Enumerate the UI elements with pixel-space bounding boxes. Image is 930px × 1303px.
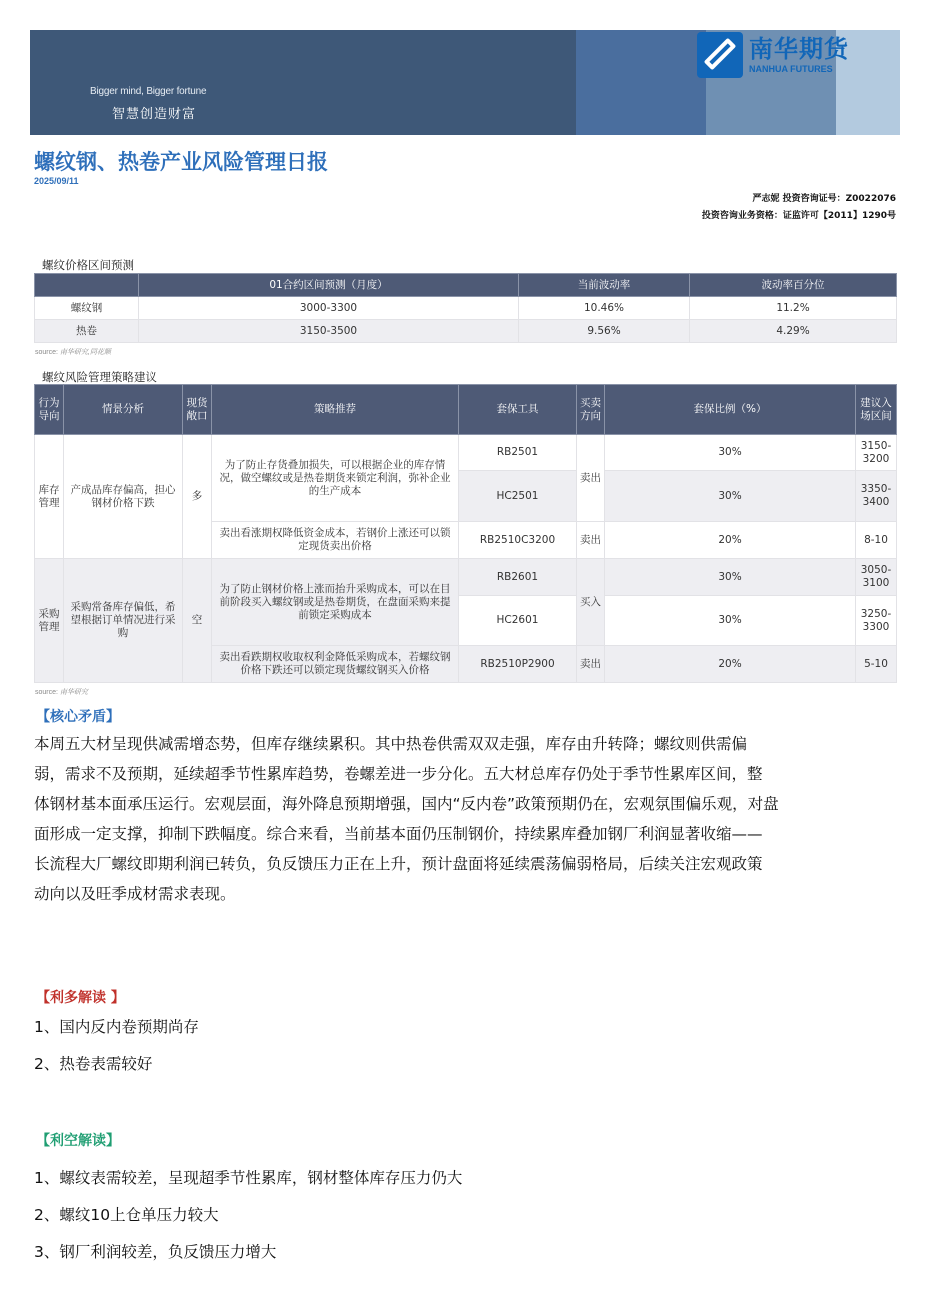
ratio-cell: 30%: [605, 559, 856, 596]
strategy-cell: 为了防止钢材价格上涨而抬升采购成本，可以在目前阶段买入螺纹钢或是热卷期货，在盘面采购来提前锁定采购成本: [212, 559, 459, 646]
strategy-table-label: 螺纹风险管理策略建议: [42, 370, 157, 384]
ratio-cell: 30%: [605, 596, 856, 646]
exposure-cell: 空: [183, 559, 212, 683]
direction-cell: 买入: [577, 559, 605, 646]
slogan-chinese: 智慧创造财富: [112, 107, 197, 122]
strategy-header-6: 套保比例（%）: [605, 385, 856, 435]
price-header-3: 波动率百分位: [690, 274, 897, 297]
table-cell: 9.56%: [519, 320, 690, 343]
range-cell: 8-10: [856, 522, 897, 559]
core-line: 面形成一定支撑，抑制下跌幅度。综合来看，当前基本面仍压制钢价，持续累库叠加钢厂利润显著收缩——: [34, 825, 763, 843]
core-line: 本周五大材呈现供减需增态势，但库存继续累积。其中热卷供需双双走强，库存由升转降；螺纹则供需偏: [34, 735, 748, 753]
bullish-item: 1、国内反内卷预期尚存: [34, 1018, 199, 1036]
bearish-item: 3、钢厂利润较差，负反馈压力增大: [34, 1243, 277, 1261]
core-line: 长流程大厂螺纹即期利润已转负，负反馈压力正在上升，预计盘面将延续震荡偏弱格局，后续关注宏观政策: [34, 855, 763, 873]
tool-cell: RB2510C3200: [459, 522, 577, 559]
tool-cell: HC2601: [459, 596, 577, 646]
banner-mid-segment: [576, 30, 706, 135]
nanhua-logo-icon: [697, 32, 743, 78]
bullish-item: 2、热卷表需较好: [34, 1055, 153, 1073]
bearish-item: 1、螺纹表需较差，呈现超季节性累库，钢材整体库存压力仍大: [34, 1169, 463, 1187]
orientation-cell: 采购管理: [35, 559, 64, 683]
price-header-1: 01合约区间预测（月度）: [139, 274, 519, 297]
company-logo: [697, 32, 849, 78]
direction-cell: 卖出: [577, 646, 605, 683]
core-line: 体钢材基本面承压运行。宏观层面，海外降息预期增强，国内“反内卷”政策预期仍在，宏观氛围偏乐观，对盘: [34, 795, 779, 813]
scenario-cell: 产成品库存偏高，担心钢材价格下跌: [64, 435, 183, 559]
exposure-cell: 多: [183, 435, 212, 559]
banner-dark-segment: [30, 30, 576, 135]
table-row: [35, 297, 897, 320]
ratio-cell: 30%: [605, 471, 856, 522]
table-cell: 11.2%: [690, 297, 897, 320]
report-title: 螺纹钢、热卷产业风险管理日报: [34, 150, 328, 174]
table-cell: 螺纹钢: [35, 297, 139, 320]
core-line: 弱，需求不及预期，延续超季节性累库趋势，卷螺差进一步分化。五大材总库存仍处于季节性累库区间，整: [34, 765, 763, 783]
strategy-cell: 卖出看跌期权收取权利金降低采购成本，若螺纹钢价格下跌还可以锁定现货螺纹钢买入价格: [212, 646, 459, 683]
range-cell: 5-10: [856, 646, 897, 683]
strategy-header-4: 套保工具: [459, 385, 577, 435]
strategy-cell: 为了防止存货叠加损失，可以根据企业的库存情况，做空螺纹或是热卷期货来锁定利润，弥补企业的生产成本: [212, 435, 459, 522]
strategy-cell: 卖出看涨期权降低资金成本，若钢价上涨还可以锁定现货卖出价格: [212, 522, 459, 559]
bullish-heading: 【利多解读 】: [36, 990, 125, 1006]
range-cell: 3250-3300: [856, 596, 897, 646]
scenario-cell: 采购常备库存偏低，希望根据订单情况进行采购: [64, 559, 183, 683]
table-cell: 3150-3500: [139, 320, 519, 343]
price-table-source: source: 南华研究,同花顺: [35, 349, 111, 356]
report-date: 2025/09/11: [34, 176, 79, 186]
strategy-header-3: 策略推荐: [212, 385, 459, 435]
license-info: 投资咨询业务资格：证监许可【2011】1290号: [701, 211, 896, 221]
table-row: [35, 559, 897, 596]
strategy-header-2: 现货敞口: [183, 385, 212, 435]
table-cell: 10.46%: [519, 297, 690, 320]
range-cell: 3050-3100: [856, 559, 897, 596]
core-heading: 【核心矛盾】: [36, 709, 120, 725]
ratio-cell: 20%: [605, 522, 856, 559]
table-row: [35, 320, 897, 343]
direction-cell: 卖出: [577, 435, 605, 522]
table-row: [35, 435, 897, 471]
tool-cell: RB2510P2900: [459, 646, 577, 683]
price-table-label: 螺纹价格区间预测: [42, 258, 134, 272]
ratio-cell: 30%: [605, 435, 856, 471]
tool-cell: RB2501: [459, 435, 577, 471]
ratio-cell: 20%: [605, 646, 856, 683]
bearish-heading: 【利空解读】: [36, 1133, 120, 1149]
tool-cell: HC2501: [459, 471, 577, 522]
core-line: 动向以及旺季成材需求表现。: [34, 885, 236, 903]
strategy-header-1: 情景分析: [64, 385, 183, 435]
slogan-english: Bigger mind, Bigger fortune: [90, 86, 207, 97]
range-cell: 3150-3200: [856, 435, 897, 471]
orientation-cell: 库存管理: [35, 435, 64, 559]
price-header-0: [35, 274, 139, 297]
analyst-info: 严志妮 投资咨询证号：Z0022076: [752, 194, 896, 204]
strategy-table: [34, 384, 897, 683]
direction-cell: 卖出: [577, 522, 605, 559]
strategy-header-5: 买卖方向: [577, 385, 605, 435]
table-cell: 4.29%: [690, 320, 897, 343]
logo-english-name: NANHUA FUTURES: [749, 64, 833, 74]
strategy-header-0: 行为导向: [35, 385, 64, 435]
strategy-header-7: 建议入场区间: [856, 385, 897, 435]
strategy-table-source: source: 南华研究: [35, 689, 88, 696]
bearish-item: 2、螺纹10上仓单压力较大: [34, 1206, 219, 1224]
logo-chinese-name: 南华期货: [749, 35, 849, 63]
table-cell: 3000-3300: [139, 297, 519, 320]
tool-cell: RB2601: [459, 559, 577, 596]
price-header-2: 当前波动率: [519, 274, 690, 297]
price-range-table: [34, 273, 897, 343]
table-cell: 热卷: [35, 320, 139, 343]
range-cell: 3350-3400: [856, 471, 897, 522]
core-paragraph: [34, 729, 896, 909]
